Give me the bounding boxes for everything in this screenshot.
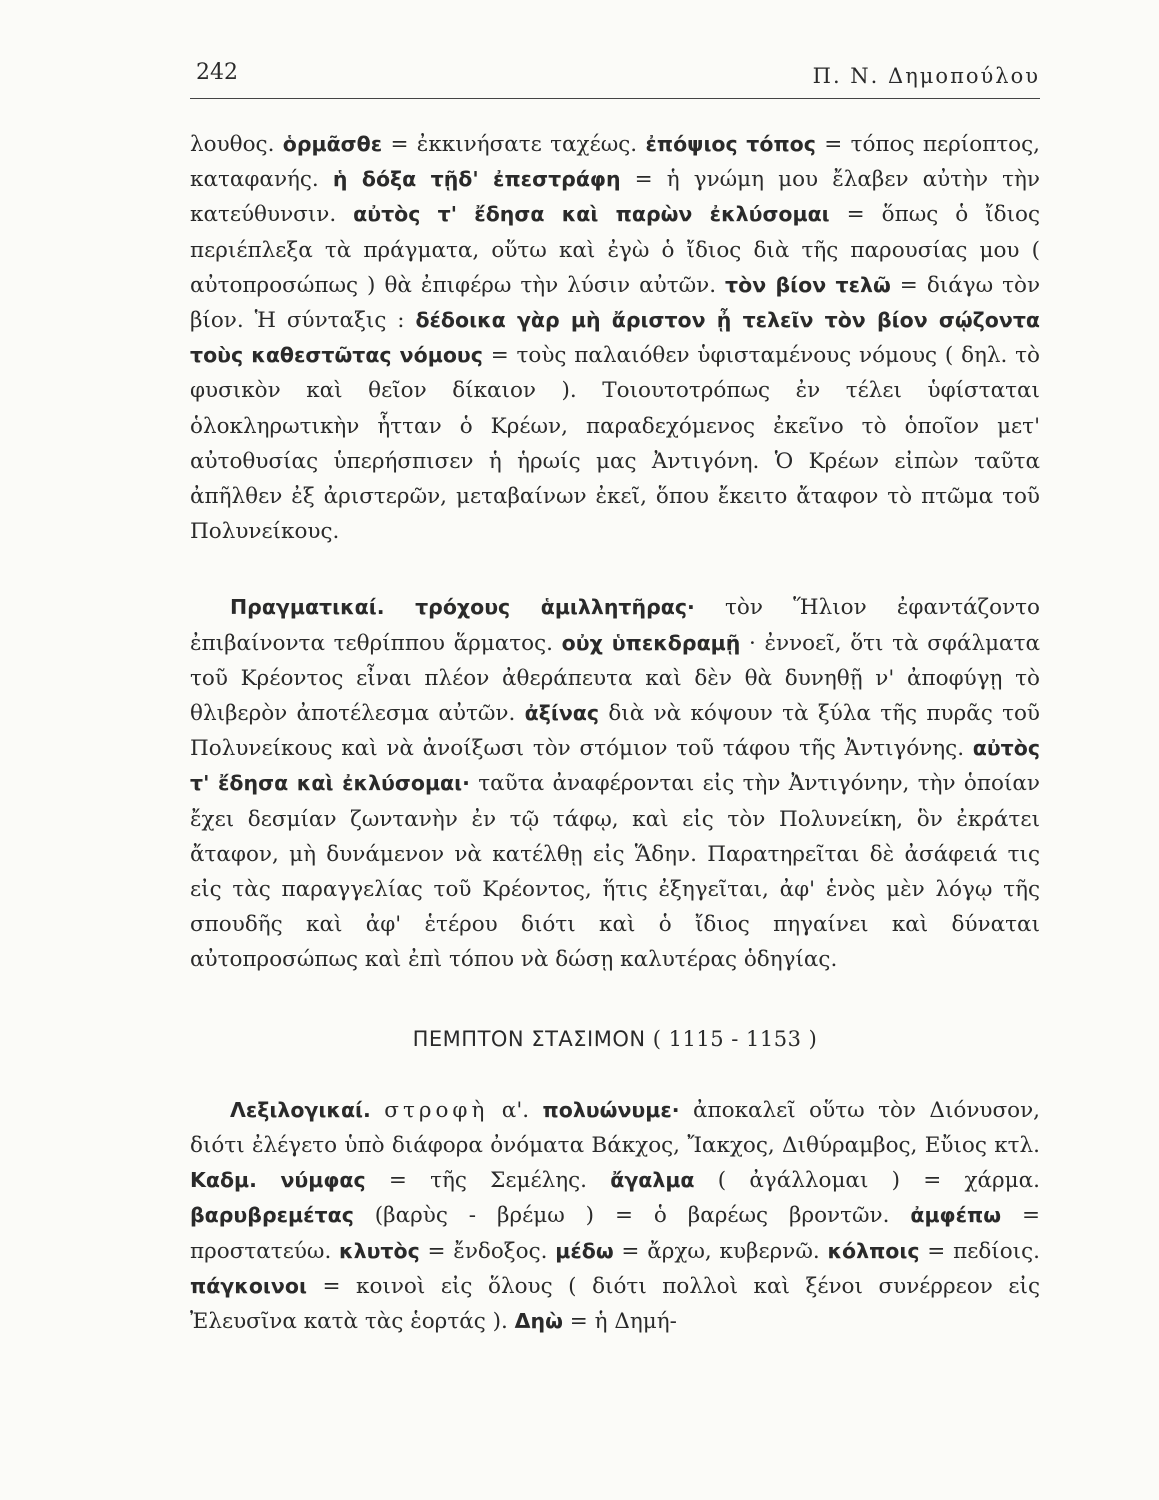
text-span: α'. bbox=[488, 1097, 543, 1123]
text-span: = ἐκκινήσατε ταχέως. bbox=[382, 132, 646, 157]
paragraph-gap bbox=[190, 1057, 1040, 1093]
text-span: = ὅπως ὁ ἴδιος περιέπλεξα τὰ πράγματα, οὕτω καὶ ἐγὼ ὁ ἴδιος διὰ τῆς παρουσίας μου ( αὐτοπροσώπως ) θὰ ἐπιφέρω τὴν λύσιν αὐτῶν. bbox=[190, 202, 1040, 298]
lemma: Δηὼ bbox=[514, 1309, 563, 1334]
lemma: κλυτὸς bbox=[339, 1238, 420, 1263]
text-span: = τόπος περίοπτος, καταφανής. bbox=[190, 132, 1040, 193]
lemma: ἡ δόξα τῇδ' ἐπεστράφη bbox=[332, 167, 621, 192]
lemma: κόλποις bbox=[827, 1238, 920, 1263]
section-title bbox=[190, 1022, 1040, 1057]
text-span: (βαρὺς - βρέμω ) = ὁ βαρέως βροντῶν. bbox=[353, 1203, 911, 1229]
text-span: τὸν Ἥλιον ἐφαντάζοντο ἐπιβαίνοντα τεθρίππου ἅρματος. bbox=[190, 595, 1040, 656]
text-span: = κοινοὶ εἰς ὅλους ( διότι πολλοὶ καὶ ξένοι συνέρρεον εἰς Ἐλευσῖνα κατὰ τὰς ἑορτάς ). bbox=[190, 1273, 1040, 1335]
lemma: ἄγαλμα bbox=[610, 1168, 695, 1193]
lemma: αὐτὸς τ' ἔδησα καὶ ἐκλύσομαι· bbox=[190, 736, 1040, 796]
lemma: μέδω bbox=[555, 1238, 614, 1263]
text-span: ( ἀγάλλομαι ) = χάρμα. bbox=[694, 1168, 1040, 1194]
text-span: λουθος. bbox=[190, 132, 283, 157]
paragraph-gap bbox=[190, 978, 1040, 1022]
text-span: = διάγω τὸν βίον. Ἡ σύνταξις : bbox=[190, 272, 1041, 334]
lemma: οὐχ ὑπεκδραμῇ bbox=[561, 630, 741, 655]
section-line-range: ( 1115 - 1153 ) bbox=[652, 1026, 818, 1051]
commentary-paragraph-2 bbox=[190, 590, 1040, 977]
running-head: Π. Ν. Δημοπούλου bbox=[812, 64, 1040, 88]
lemma: δέδοικα γὰρ μὴ ἄριστον ᾖ τελεῖν τὸν βίον σῴζοντα τοὺς καθεστῶτας νόμους bbox=[190, 308, 1040, 368]
section-label: Λεξιλογικαί. bbox=[230, 1097, 371, 1122]
lemma: ἀξίνας bbox=[524, 701, 600, 726]
lemma: πάγκοινοι bbox=[190, 1273, 307, 1298]
commentary-paragraph-3 bbox=[190, 1093, 1040, 1339]
lemma: τὸν βίον τελῶ bbox=[725, 272, 891, 297]
text-span: ταῦτα ἀναφέρονται εἰς τὴν Ἀντιγόνην, τὴν ὁποίαν ἔχει δεσμίαν ζωντανὴν ἐν τῷ τάφῳ, καὶ εἰς τὸν Πολυνείκη, ὃν ἐκράτει ἄταφον, μὴ δυνάμενον νὰ κατέλθῃ εἰς Ἅδην. Παρατηρεῖται δὲ ἀσάφειά τις εἰς τὰς παραγγελίας τοῦ Κρέοντος, ἥτις ἐξηγεῖται, ἀφ' ἑνὸς μὲν λόγῳ τῆς σπουδῆς καὶ ἀφ' ἑτέρου διότι καὶ ὁ ἴδιος πηγαίνει καὶ δύναται αὐτοπροσώπως καὶ ἐπὶ τόπου νὰ δώσῃ καλυτέρας ὁδηγίας. bbox=[190, 771, 1040, 973]
text-span: διὰ νὰ κόψουν τὰ ξύλα τῆς πυρᾶς τοῦ Πολυνείκους καὶ νὰ ἀνοίξωσι τὸν στόμιον τοῦ τάφου τῆς Ἀντιγόνης. bbox=[190, 701, 1040, 762]
text-span: · ἐννοεῖ, ὅτι τὰ σφάλματα τοῦ Κρέοντος εἶναι πλέον ἀθεράπευτα καὶ δὲν θὰ δυνηθῇ ν' ἀποφύγῃ τὸ θλιβερὸν ἀποτέλεσμα αὐτῶν. bbox=[190, 630, 1040, 727]
lemma: πολυώνυμε· bbox=[542, 1097, 680, 1122]
text-span: = προστατεύω. bbox=[190, 1203, 1040, 1264]
commentary-paragraph-1 bbox=[190, 127, 1040, 549]
section-title-text: ΠΕΜΠΤΟΝ ΣΤΑΣΙΜΟΝ bbox=[412, 1026, 646, 1051]
text-span: = πεδίοις. bbox=[919, 1238, 1040, 1264]
body-text bbox=[190, 127, 1040, 1339]
lemma: βαρυβρεμέτας bbox=[190, 1203, 354, 1228]
text-span: = ἄρχω, κυβερνῶ. bbox=[613, 1238, 828, 1264]
text-span: = ἔνδοξος. bbox=[419, 1238, 556, 1264]
page-header bbox=[190, 58, 1040, 99]
lemma: Καδμ. νύμφας bbox=[190, 1168, 366, 1193]
paragraph-gap bbox=[190, 549, 1040, 590]
lemma: αὐτὸς τ' ἔδησα καὶ παρὼν ἐκλύσομαι bbox=[353, 202, 830, 227]
text-span: = ἡ γνώμη μου ἔλαβεν αὐτὴν τὴν κατεύθυνσιν. bbox=[190, 167, 1040, 228]
text-span: = τῆς Σεμέλης. bbox=[365, 1168, 611, 1194]
lemma: ἀμφέπω bbox=[910, 1203, 1002, 1228]
text-span: = ἡ Δημή- bbox=[562, 1309, 677, 1335]
text-span bbox=[371, 1098, 384, 1123]
lemma: ἐπόψιος τόπος bbox=[645, 132, 816, 156]
page-number: 242 bbox=[196, 60, 238, 85]
text-span: = τοὺς παλαιόθεν ὑφισταμένους νόμους ( δηλ. τὸ φυσικὸν καὶ θεῖον δίκαιον ). Τοιουτοτρόπως ἐν τέλει ὑφίσταται ὁλοκληρωτικὴν ἧτταν ὁ Κρέων, παραδεχόμενος ἐκεῖνο τὸ ὁποῖον μετ' αὐτοθυσίας ὑπερήσπισεν ἡ ἡρωίς μας Ἀντιγόνη. Ὁ Κρέων εἰπὼν ταῦτα ἀπῆλθεν ἐξ ἀριστερῶν, μεταβαίνων ἐκεῖ, ὅπου ἔκειτο ἄταφον τὸ πτῶμα τοῦ Πολυνείκους. bbox=[190, 343, 1040, 545]
section-label-lemma: Πραγματικαί. τρόχους ἁμιλλητῆρας· bbox=[230, 595, 695, 620]
lemma: ὁρμᾶσθε bbox=[282, 132, 383, 156]
text-span: ἀποκαλεῖ οὕτω τὸν Διόνυσον, διότι ἐλέγετο ὑπὸ διάφορα ὀνόματα Βάκχος, Ἴακχος, Διθύραμβος, Εὔιος κτλ. bbox=[190, 1097, 1040, 1159]
strophe-label: στροφὴ bbox=[384, 1097, 489, 1123]
